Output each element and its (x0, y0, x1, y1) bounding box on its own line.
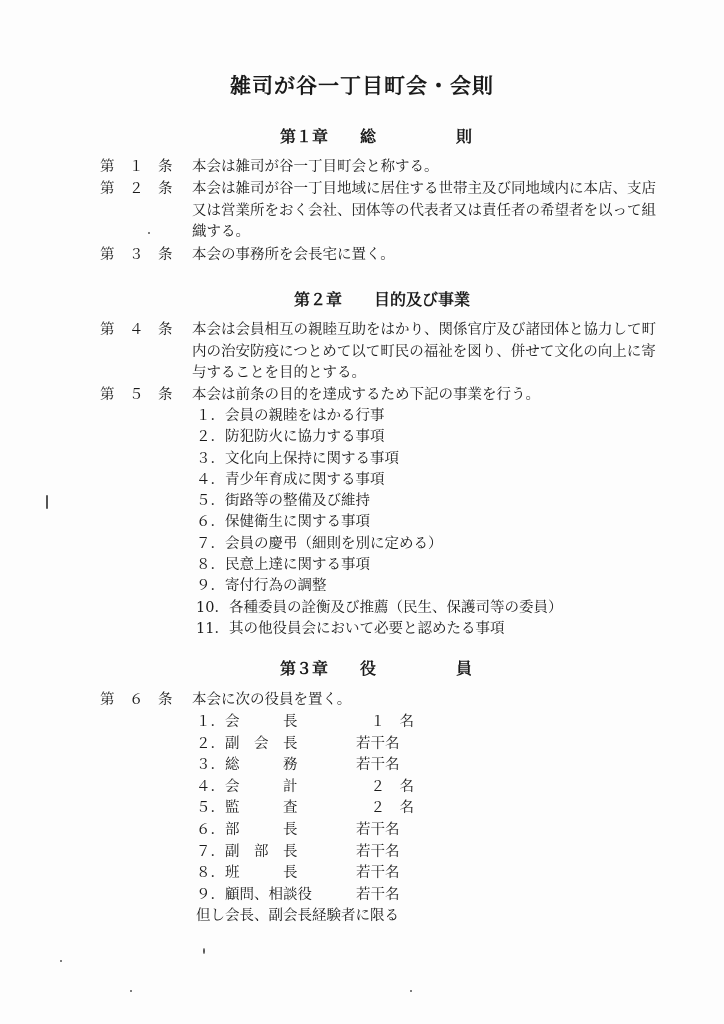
officer-role: ７．副 部 長 (196, 843, 298, 860)
officer-count: 若干名 (356, 886, 400, 903)
officer-count: 若干名 (356, 865, 400, 882)
officer-count: 若干名 (356, 821, 400, 838)
officer-role: ４．会 計 (196, 778, 298, 795)
scan-speck (410, 990, 412, 992)
article-label: 第 １ 条 (100, 159, 173, 175)
article-3 (100, 245, 680, 267)
article-line: 与することを目的とする。 (192, 365, 366, 381)
chapter-2-heading: 第２章 目的及び事業 (293, 290, 470, 309)
article-text (192, 157, 678, 179)
article-label: 第 ５ 条 (100, 387, 173, 403)
scan-speck (60, 960, 62, 962)
article-4 (100, 320, 680, 385)
list-item: ４．青少年育成に関する事項 (196, 471, 385, 488)
article-line: 本会は雑司が谷一丁目地域に居住する世帯主及び同地域内に本店、支店 (192, 181, 656, 197)
list-item: ６．保健衛生に関する事項 (196, 514, 370, 531)
article-text (192, 179, 678, 244)
article-line: 織する。 (192, 224, 250, 240)
projects-list (196, 406, 562, 640)
article-1 (100, 157, 680, 179)
list-item: ８．民意上達に関する事項 (196, 557, 370, 574)
article-5 (100, 385, 680, 407)
officer-count: 若干名 (356, 757, 400, 774)
article-2 (100, 179, 680, 244)
officer-count: 若干名 (356, 843, 400, 860)
list-item: ５．街路等の整備及び維持 (196, 493, 370, 510)
scan-speck (46, 495, 48, 509)
article-label: 第 ２ 条 (100, 181, 173, 197)
officer-role: １．会 長 (196, 714, 298, 730)
article-line: 本会は雑司が谷一丁目町会と称する。 (192, 159, 439, 175)
article-6 (100, 690, 680, 712)
article-text (192, 245, 678, 267)
officer-role: ６．部 長 (196, 821, 298, 838)
officer-count: 若干名 (356, 735, 400, 752)
article-line: 本会は前条の目的を達成するため下記の事業を行う。 (192, 387, 540, 403)
list-item: 10．各種委員の詮衡及び推薦（民生、保護司等の委員） (196, 599, 563, 616)
list-item: ９．寄付行為の調整 (196, 578, 327, 595)
officer-role: ３．総 務 (196, 757, 298, 774)
list-item: １．会員の親睦をはかる行事 (196, 408, 385, 424)
list-item: ３．文化向上保持に関する事項 (196, 450, 399, 467)
article-line: 本会は会員相互の親睦互助をはかり、関係官庁及び諸団体と協力して町 (192, 322, 656, 338)
article-line: 内の治安防疫につとめて以て町民の福祉を図り、併せて文化の向上に寄 (192, 343, 656, 360)
article-label: 第 ３ 条 (100, 247, 173, 263)
list-item: ２．防犯防火に協力する事項 (196, 429, 385, 446)
scan-speck (148, 232, 150, 234)
article-line: 又は営業所をおく会社、団体等の代表者又は責任者の希望者を以って組 (192, 202, 656, 219)
article-text (192, 320, 678, 385)
officer-count: １ 名 (356, 714, 414, 730)
article-text (192, 385, 678, 407)
article-text (192, 690, 678, 712)
officer-role: ５．監 査 (196, 800, 298, 817)
scan-speck (130, 990, 132, 992)
document-title: 雑司が谷一丁目町会・会則 (230, 74, 494, 98)
officers-note: 但し会長、副会長経験者に限る (196, 908, 399, 925)
officer-count: ２ 名 (356, 800, 414, 817)
officer-role: ９．顧問、相談役 (196, 886, 312, 903)
officer-role: ２．副 会 長 (196, 735, 298, 752)
list-item: ７．会員の慶弔（細則を別に定める） (196, 535, 443, 552)
scan-speck (203, 948, 205, 954)
officer-count: ２ 名 (356, 778, 414, 795)
article-line: 本会に次の役員を置く。 (192, 692, 352, 708)
chapter-1-heading: 第１章 総 則 (279, 127, 472, 146)
article-label: 第 ６ 条 (100, 692, 173, 708)
list-item: 11．其の他役員会において必要と認めたる事項 (196, 620, 505, 637)
article-label: 第 ４ 条 (100, 322, 173, 338)
officer-role: ８．班 長 (196, 865, 298, 882)
article-line: 本会の事務所を会長宅に置く。 (192, 247, 395, 263)
chapter-3-heading: 第３章 役 員 (279, 659, 472, 678)
